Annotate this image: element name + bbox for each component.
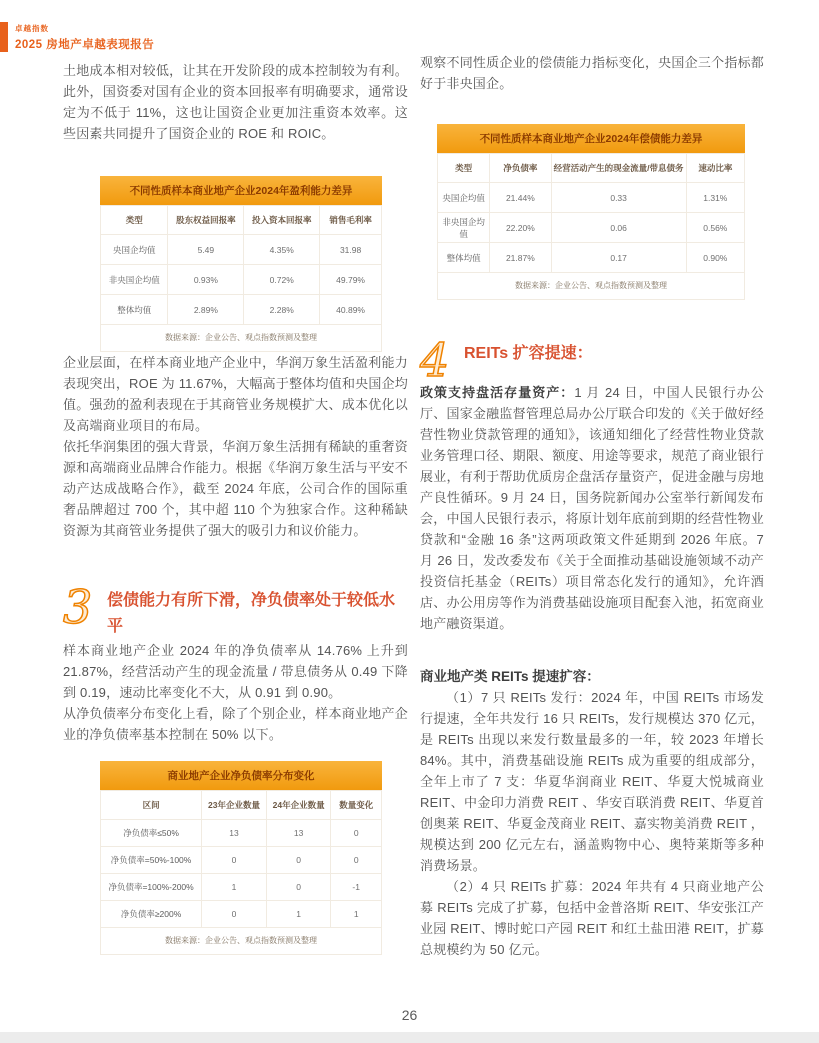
- column-header: 销售毛利率: [320, 206, 382, 235]
- table-cell: 13: [266, 820, 331, 847]
- section-3-number: 3: [63, 580, 93, 634]
- paragraph-observe: 观察不同性质企业的偿债能力指标变化，央国企三个指标都好于非央国企。: [420, 55, 764, 91]
- table-cell: 21.87%: [490, 243, 551, 273]
- table-cell: 49.79%: [320, 265, 382, 295]
- right-column: [420, 52, 764, 960]
- table-row: [438, 213, 745, 243]
- column-header: 24年企业数量: [266, 791, 331, 820]
- bottom-strip: [0, 1032, 819, 1043]
- table-row: [101, 901, 382, 928]
- column-header: 数量变化: [331, 791, 382, 820]
- table-cell: 非央国企均值: [101, 265, 168, 295]
- section-4-title: REITs 扩容提速：: [464, 345, 593, 362]
- page-number: 26: [401, 1007, 418, 1023]
- report-title: 2025 房地产卓越表现报告: [15, 39, 155, 51]
- table-cell: -1: [331, 874, 382, 901]
- table-cell: 40.89%: [320, 295, 382, 325]
- section-3-heading: [63, 580, 408, 640]
- table-cell: 央国企均值: [101, 235, 168, 265]
- paragraph-policy-lead: 政策支持盘活存量资产：: [420, 385, 575, 400]
- table-row: [101, 295, 382, 325]
- column-header: 速动比率: [686, 154, 744, 183]
- table-cell: 21.44%: [490, 183, 551, 213]
- table-cell: 0: [202, 847, 267, 874]
- table-source: 数据来源：企业公告、观点指数预测及整理: [100, 928, 382, 955]
- left-column: [63, 60, 408, 955]
- table-header-row: [101, 206, 382, 235]
- table-row: [101, 847, 382, 874]
- paragraph-crland-brand: 依托华润集团的强大背景，华润万象生活拥有稀缺的重奢资源和高端商业品牌合作能力。根据《华润万象生活与平安不动产达成战略合作》，截至 2024 年底，公司合作的国际重奢品牌超过 700 个，其中超 110 个为独家合作。这种稀缺资源为其商管业务提供了强大的吸引力和议价能力。: [63, 439, 408, 538]
- paragraph-crland-roe: 企业层面，在样本商业地产企业中，华润万象生活盈利能力表现突出，ROE 为 11.67%，大幅高于整体均值和央国企均值。强劲的盈利表现在于其商管业务规模扩大、成本优化以及高端商业项目的布局。: [63, 355, 408, 433]
- table-cell: 0: [331, 820, 382, 847]
- brand-accent-bar: [0, 22, 8, 52]
- table-cell: 0.90%: [686, 243, 744, 273]
- table-header-row: [101, 791, 382, 820]
- table-header-row: [438, 154, 745, 183]
- table-row: [101, 820, 382, 847]
- subheading-reits: 商业地产类 REITs 提速扩容：: [420, 669, 600, 684]
- paragraph-debt-distribution: 从净负债率分布变化上看，除了个别企业，样本商业地产企业的净负债率基本控制在 50% 以下。: [63, 706, 408, 742]
- paragraph-debt-ratio: 样本商业地产企业 2024 年的净负债率从 14.76% 上升到 21.87%，经营活动产生的现金流量 / 带息债务从 0.49 下降到 0.19，速动比率变化不大，从 0.91 到 0.90。: [63, 643, 408, 700]
- table-cell: 整体均值: [438, 243, 490, 273]
- table-cell: 1: [202, 874, 267, 901]
- table-cell: 22.20%: [490, 213, 551, 243]
- section-4-heading: [420, 333, 764, 387]
- report-brand-header: [0, 22, 154, 52]
- column-header: 投入资本回报率: [244, 206, 320, 235]
- table-cell: 0: [331, 847, 382, 874]
- table-cell: 2.89%: [168, 295, 244, 325]
- table-cell: 0: [266, 847, 331, 874]
- section-4-number: 4: [420, 333, 450, 387]
- table-cell: 净负债率=50%-100%: [101, 847, 202, 874]
- table-cell: 非央国企均值: [438, 213, 490, 243]
- table-cell: 0.06: [551, 213, 686, 243]
- table-row: [101, 265, 382, 295]
- column-header: 类型: [438, 154, 490, 183]
- paragraph-reits-expansion: （2）4 只 REITs 扩募：2024 年共有 4 只商业地产公募 REITs 完成了扩募，包括中金普洛斯 REIT、华安张江产业园 REIT、博时蛇口产园 REIT 和红土盐田港 REIT，扩募总规模约为 50 亿元。: [420, 879, 764, 957]
- table-cell: 0.56%: [686, 213, 744, 243]
- table-cell: 净负债率≤50%: [101, 820, 202, 847]
- table-cell: 央国企均值: [438, 183, 490, 213]
- table-cell: 整体均值: [101, 295, 168, 325]
- table-source: 数据来源：企业公告、观点指数预测及整理: [437, 273, 745, 300]
- table-cell: 净负债率≥200%: [101, 901, 202, 928]
- table-cell: 4.35%: [244, 235, 320, 265]
- paragraph-policy: [420, 382, 764, 634]
- table-cell: 净负债率=100%-200%: [101, 874, 202, 901]
- column-header: 23年企业数量: [202, 791, 267, 820]
- table-cell: 31.98: [320, 235, 382, 265]
- section-3-title: 偿债能力有所下滑，净负债率处于较低水平: [107, 592, 396, 635]
- column-header: 净负债率: [490, 154, 551, 183]
- table-row: [438, 243, 745, 273]
- table-cell: 1: [331, 901, 382, 928]
- paragraph-land-cost: 土地成本相对较低，让其在开发阶段的成本控制较为有利。此外，国资委对国有企业的资本回报率有明确要求，通常设定为不低于 11%，这也让国资企业更加注重资本效率。这些因素共同提升了国资企业的 ROE 和 ROIC。: [63, 63, 408, 141]
- table-title: 商业地产企业净负债率分布变化: [100, 761, 382, 790]
- table-cell: 2.28%: [244, 295, 320, 325]
- table-row: [438, 183, 745, 213]
- table-row: [101, 235, 382, 265]
- column-header: 经营活动产生的现金流量/带息债务: [551, 154, 686, 183]
- paragraph-reits-issuance: （1）7 只 REITs 发行：2024 年，中国 REITs 市场发行提速，全年共发行 16 只 REITs，发行规模达 370 亿元，是 REITs 出现以来发行数量最多的一年，较 2023 年增长 84%。其中，消费基础设施 REITs 成为重要的组成部分，全年上市了 7 支：华夏华润商业 REIT、华夏大悦城商业 REIT、中金印力消费 REIT 、华安百联消费 REIT、华夏首创奥莱 REIT、华夏金茂商业 REIT、嘉实物美消费 REIT ，规模达到 200 亿元左右，涵盖购物中心、奥特莱斯等多种消费场景。: [420, 690, 764, 873]
- column-header: 区间: [101, 791, 202, 820]
- table-cell: 0: [266, 874, 331, 901]
- table-title: 不同性质样本商业地产企业2024年偿债能力差异: [437, 124, 745, 153]
- table-source: 数据来源：企业公告、观点指数预测及整理: [100, 325, 382, 352]
- net-debt-distribution-table: [100, 761, 382, 955]
- table-cell: 0: [202, 901, 267, 928]
- table-cell: 0.17: [551, 243, 686, 273]
- table-cell: 1: [266, 901, 331, 928]
- profitability-table: [100, 176, 382, 352]
- table-title: 不同性质样本商业地产企业2024年盈利能力差异: [100, 176, 382, 205]
- table-cell: 0.33: [551, 183, 686, 213]
- column-header: 股东权益回报率: [168, 206, 244, 235]
- table-cell: 5.49: [168, 235, 244, 265]
- table-cell: 1.31%: [686, 183, 744, 213]
- table-cell: 0.72%: [244, 265, 320, 295]
- brand-eyebrow: 卓越指数: [15, 24, 49, 33]
- table-cell: 0.93%: [168, 265, 244, 295]
- table-cell: 13: [202, 820, 267, 847]
- solvency-table: [437, 124, 745, 300]
- table-row: [101, 874, 382, 901]
- column-header: 类型: [101, 206, 168, 235]
- brand-text: [15, 22, 154, 52]
- paragraph-policy-body: 1 月 24 日，中国人民银行办公厅、国家金融监督管理总局办公厅联合印发的《关于做好经营性物业贷款管理的通知》，该通知细化了经营性物业贷款业务管理口径、期限、额度、用途等要求，规范了商业银行展业，有利于帮助优质房企盘活存量资产，促进金融与房地产良性循环。9 月 24 日，国务院新闻办公室举行新闻发布会，中国人民银行表示，将原计划年底前到期的经营性物业贷款和“金融 16 条”这两项政策文件延期到 2026 年底。7 月 26 日，发改委发布《关于全面推动基础设施领域不动产投资信托基金（REITs）项目常态化发行的通知》，允许酒店、办公用房等作为消费基础设施项目配套入池，拓宽商业地产融资渠道。: [420, 385, 764, 631]
